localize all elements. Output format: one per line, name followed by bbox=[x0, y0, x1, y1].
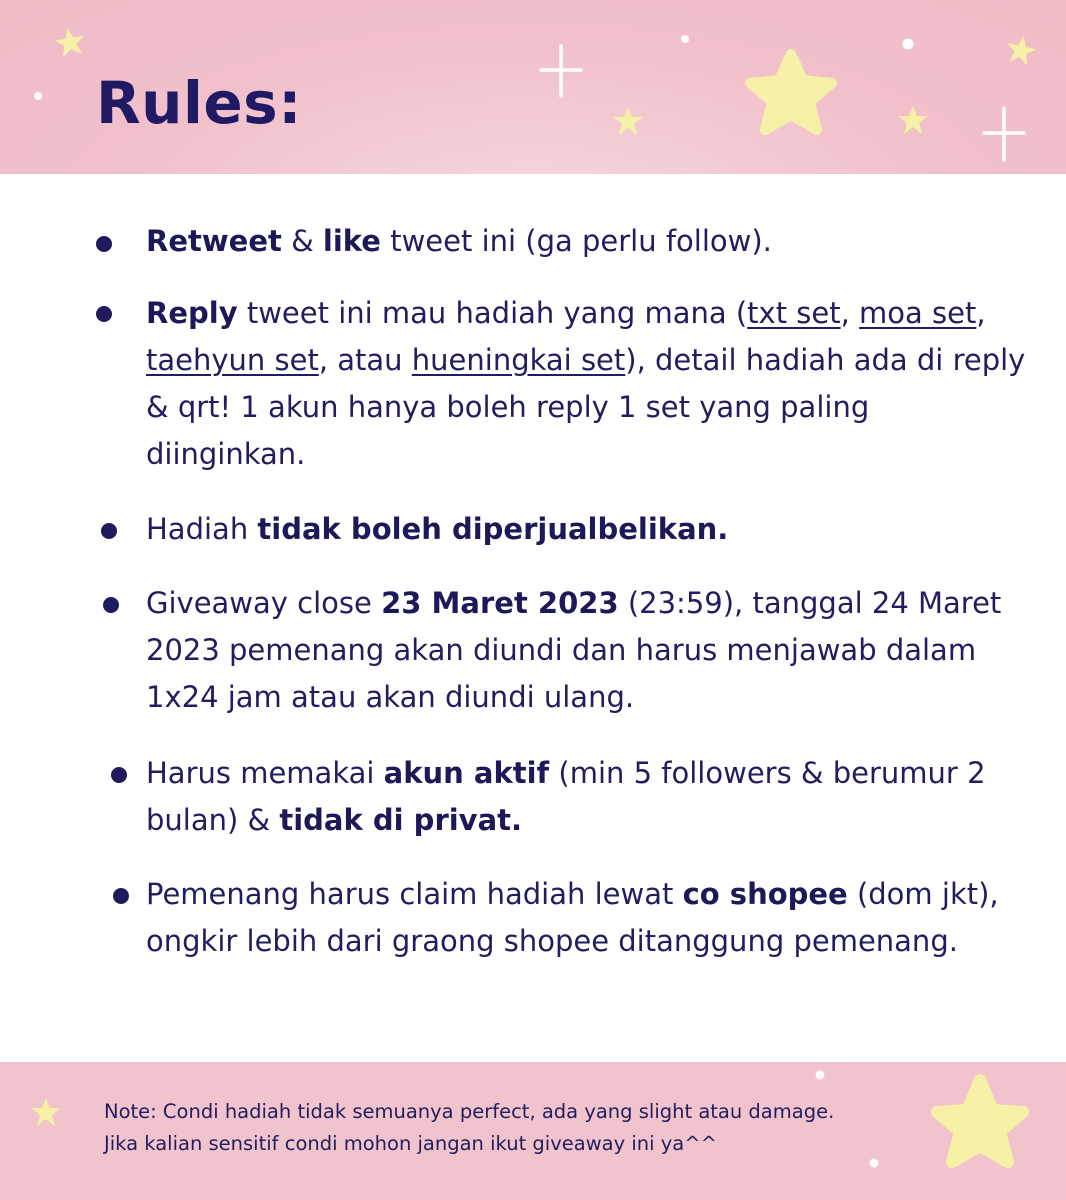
rule-text: tidak boleh diperjualbelikan. bbox=[257, 512, 729, 546]
dot-icon bbox=[903, 39, 914, 50]
rule-text: co shopee bbox=[682, 877, 848, 911]
rule-text: akun aktif bbox=[383, 756, 550, 790]
star-icon bbox=[750, 54, 832, 130]
prize-set-name: moa set bbox=[859, 296, 977, 330]
rule-item-5 bbox=[146, 750, 1026, 844]
rule-text: like bbox=[322, 224, 381, 258]
bullet-icon bbox=[111, 767, 127, 783]
rule-text: tweet ini mau hadiah yang mana ( bbox=[237, 296, 748, 330]
rule-item-6 bbox=[146, 871, 1026, 965]
rule-text: , bbox=[976, 296, 986, 330]
rule-text: Reply bbox=[146, 296, 238, 330]
rule-text: ), detail hadiah ada di reply & qrt! 1 akun hanya boleh reply 1 set yang paling diinginkan. bbox=[146, 343, 1026, 471]
dot-icon bbox=[816, 1071, 825, 1080]
bullet-icon bbox=[96, 306, 112, 322]
rule-text: Hadiah bbox=[146, 512, 258, 546]
footer-note-banner bbox=[0, 1062, 1066, 1200]
rule-text: tweet ini (ga perlu follow). bbox=[380, 224, 772, 258]
footer-note bbox=[104, 1096, 984, 1160]
rules-list bbox=[0, 174, 1066, 1062]
star-icon bbox=[898, 106, 928, 134]
rule-text: , atau bbox=[318, 343, 412, 377]
bullet-icon bbox=[113, 888, 129, 904]
page-title: Rules: bbox=[96, 69, 302, 137]
rule-text: tidak di privat. bbox=[279, 803, 523, 837]
star-icon bbox=[1003, 33, 1038, 67]
rule-text: , bbox=[840, 296, 860, 330]
star-icon bbox=[613, 107, 643, 135]
star-icon bbox=[53, 26, 87, 59]
header-banner bbox=[0, 0, 1066, 174]
rule-text: Giveaway close bbox=[146, 586, 382, 620]
bullet-icon bbox=[103, 597, 119, 613]
rule-text: (23:59), tanggal 24 Maret 2023 pemenang akan diundi dan harus menjawab dalam 1x24 jam atau akan diundi ulang. bbox=[146, 586, 1002, 714]
sparkle-icon bbox=[541, 46, 581, 96]
rule-text: Harus memakai bbox=[146, 756, 384, 790]
dot-icon bbox=[34, 92, 42, 100]
star-icon bbox=[31, 1098, 61, 1126]
rule-item-2 bbox=[146, 290, 1026, 478]
dot-icon bbox=[681, 35, 689, 43]
bullet-icon bbox=[96, 236, 112, 252]
prize-set-name: taehyun set bbox=[146, 343, 319, 377]
rule-text: 23 Maret 2023 bbox=[381, 586, 619, 620]
rule-text: & bbox=[281, 224, 323, 258]
bullet-icon bbox=[101, 523, 117, 539]
rule-text: Pemenang harus claim hadiah lewat bbox=[146, 877, 683, 911]
rule-text: (min 5 followers & berumur 2 bulan) & bbox=[146, 756, 986, 837]
sparkle-icon bbox=[984, 108, 1024, 160]
rule-text: (dom jkt), ongkir lebih dari graong shopee ditanggung pemenang. bbox=[146, 877, 999, 958]
rule-text: Retweet bbox=[146, 224, 282, 258]
rule-item-1 bbox=[146, 218, 1026, 265]
prize-set-name: hueningkai set bbox=[411, 343, 626, 377]
note-line-1: Note: Condi hadiah tidak semuanya perfect, ada yang slight atau damage. bbox=[104, 1100, 835, 1123]
prize-set-name: txt set bbox=[747, 296, 841, 330]
rule-item-3 bbox=[146, 506, 1026, 553]
note-line-2: Jika kalian sensitif condi mohon jangan ikut giveaway ini ya^^ bbox=[104, 1132, 717, 1155]
rule-item-4 bbox=[146, 580, 1026, 721]
